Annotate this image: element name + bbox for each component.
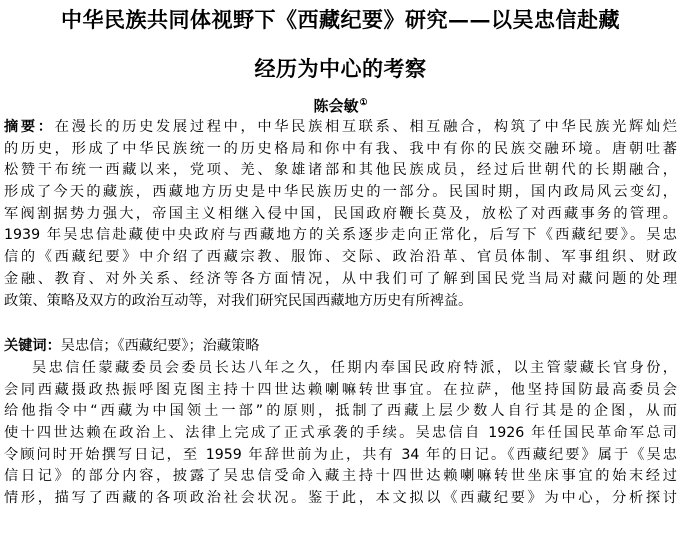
keywords-line bbox=[4, 336, 677, 358]
keywords-label: 关键词： bbox=[4, 338, 61, 354]
abstract-line: 松赞干布统一西藏以来，党项、羌、象雄诸部和其他民族成员，经过后世朝代的长期融合， bbox=[4, 162, 677, 179]
body-line: 给他指令中“西藏为中国领土一部”的原则，抵制了西藏上层少数人自行其是的企图，从而 bbox=[4, 403, 677, 420]
abstract-line: 军阀割据势力强大，帝国主义相继入侵中国，民国政府鞭长莫及，放松了对西藏事务的管理。 bbox=[4, 205, 677, 222]
body-line: 吴忠信任蒙藏委员会委员长达八年之久，任期内奉国民政府特派，以主管蒙藏长官身份， bbox=[32, 360, 677, 376]
body-line: 会同西藏摄政热振呼图克图主持十四世达赖喇嘛转世事宜。在拉萨，他坚持国防最高委员会 bbox=[4, 381, 677, 398]
keywords-text: 吴忠信；《西藏纪要》；治藏策略 bbox=[60, 338, 260, 354]
author-line bbox=[0, 94, 681, 115]
abstract-line: 1939 年吴忠信赴藏使中央政府与西藏地方的关系逐步走向正常化，后写下《西藏纪要》。吴忠 bbox=[4, 227, 677, 244]
abstract-line: 形成了今天的藏族，西藏地方历史是中华民族历史的一部分。民国时期，国内政局风云变幻， bbox=[4, 184, 677, 201]
abstract-line: 的历史，形成了中华民族统一的历史格局和你中有我、我中有你的民族交融环境。唐朝吐蕃 bbox=[4, 140, 677, 157]
body-line: 情形，描写了西藏的各项政治社会状况。鉴于此，本文拟以《西藏纪要》为中心，分析探讨 bbox=[4, 490, 677, 507]
body-line: 令顾问时开始撰写日记，至 1959 年辞世前为止，共有 34 年的日记。《西藏纪要》属于《吴忠 bbox=[4, 446, 677, 463]
body-line: 使十四世达赖在政治上、法律上完成了正式承袭的手续。吴忠信自 1926 年任国民革命军总司 bbox=[4, 425, 677, 442]
paper-title-line-1: 中华民族共同体视野下《西藏纪要》研究——以吴忠信赴藏 bbox=[61, 7, 620, 32]
author-name: 陈会敏 bbox=[313, 97, 359, 115]
abstract-line: 信的《西藏纪要》中介绍了西藏宗教、服饰、交际、政治沿革、官员体制、军事组织、财政 bbox=[4, 249, 677, 266]
author-footnote-mark: ① bbox=[359, 98, 368, 108]
keywords bbox=[4, 336, 677, 358]
abstract bbox=[4, 117, 677, 312]
abstract-label: 摘要： bbox=[4, 119, 55, 135]
body-line: 信日记》的部分内容，披露了吴忠信受命入藏主持十四世达赖喇嘛转世坐床事宜的始末经过 bbox=[4, 468, 677, 485]
abstract-line-text: 在漫长的历史发展过程中，中华民族相互联系、相互融合，构筑了中华民族光辉灿烂 bbox=[54, 119, 677, 135]
abstract-line: 政策、策略及双方的政治互动等，对我们研究民国西藏地方历史有所裨益。 bbox=[4, 292, 473, 309]
intro-paragraph bbox=[4, 358, 677, 510]
abstract-line: 金融、教育、对外关系、经济等各方面情况，从中我们可了解到国民党当局对藏问题的处理 bbox=[4, 270, 677, 287]
paper-title-line-2: 经历为中心的考察 bbox=[254, 56, 427, 81]
abstract-line bbox=[4, 117, 677, 139]
